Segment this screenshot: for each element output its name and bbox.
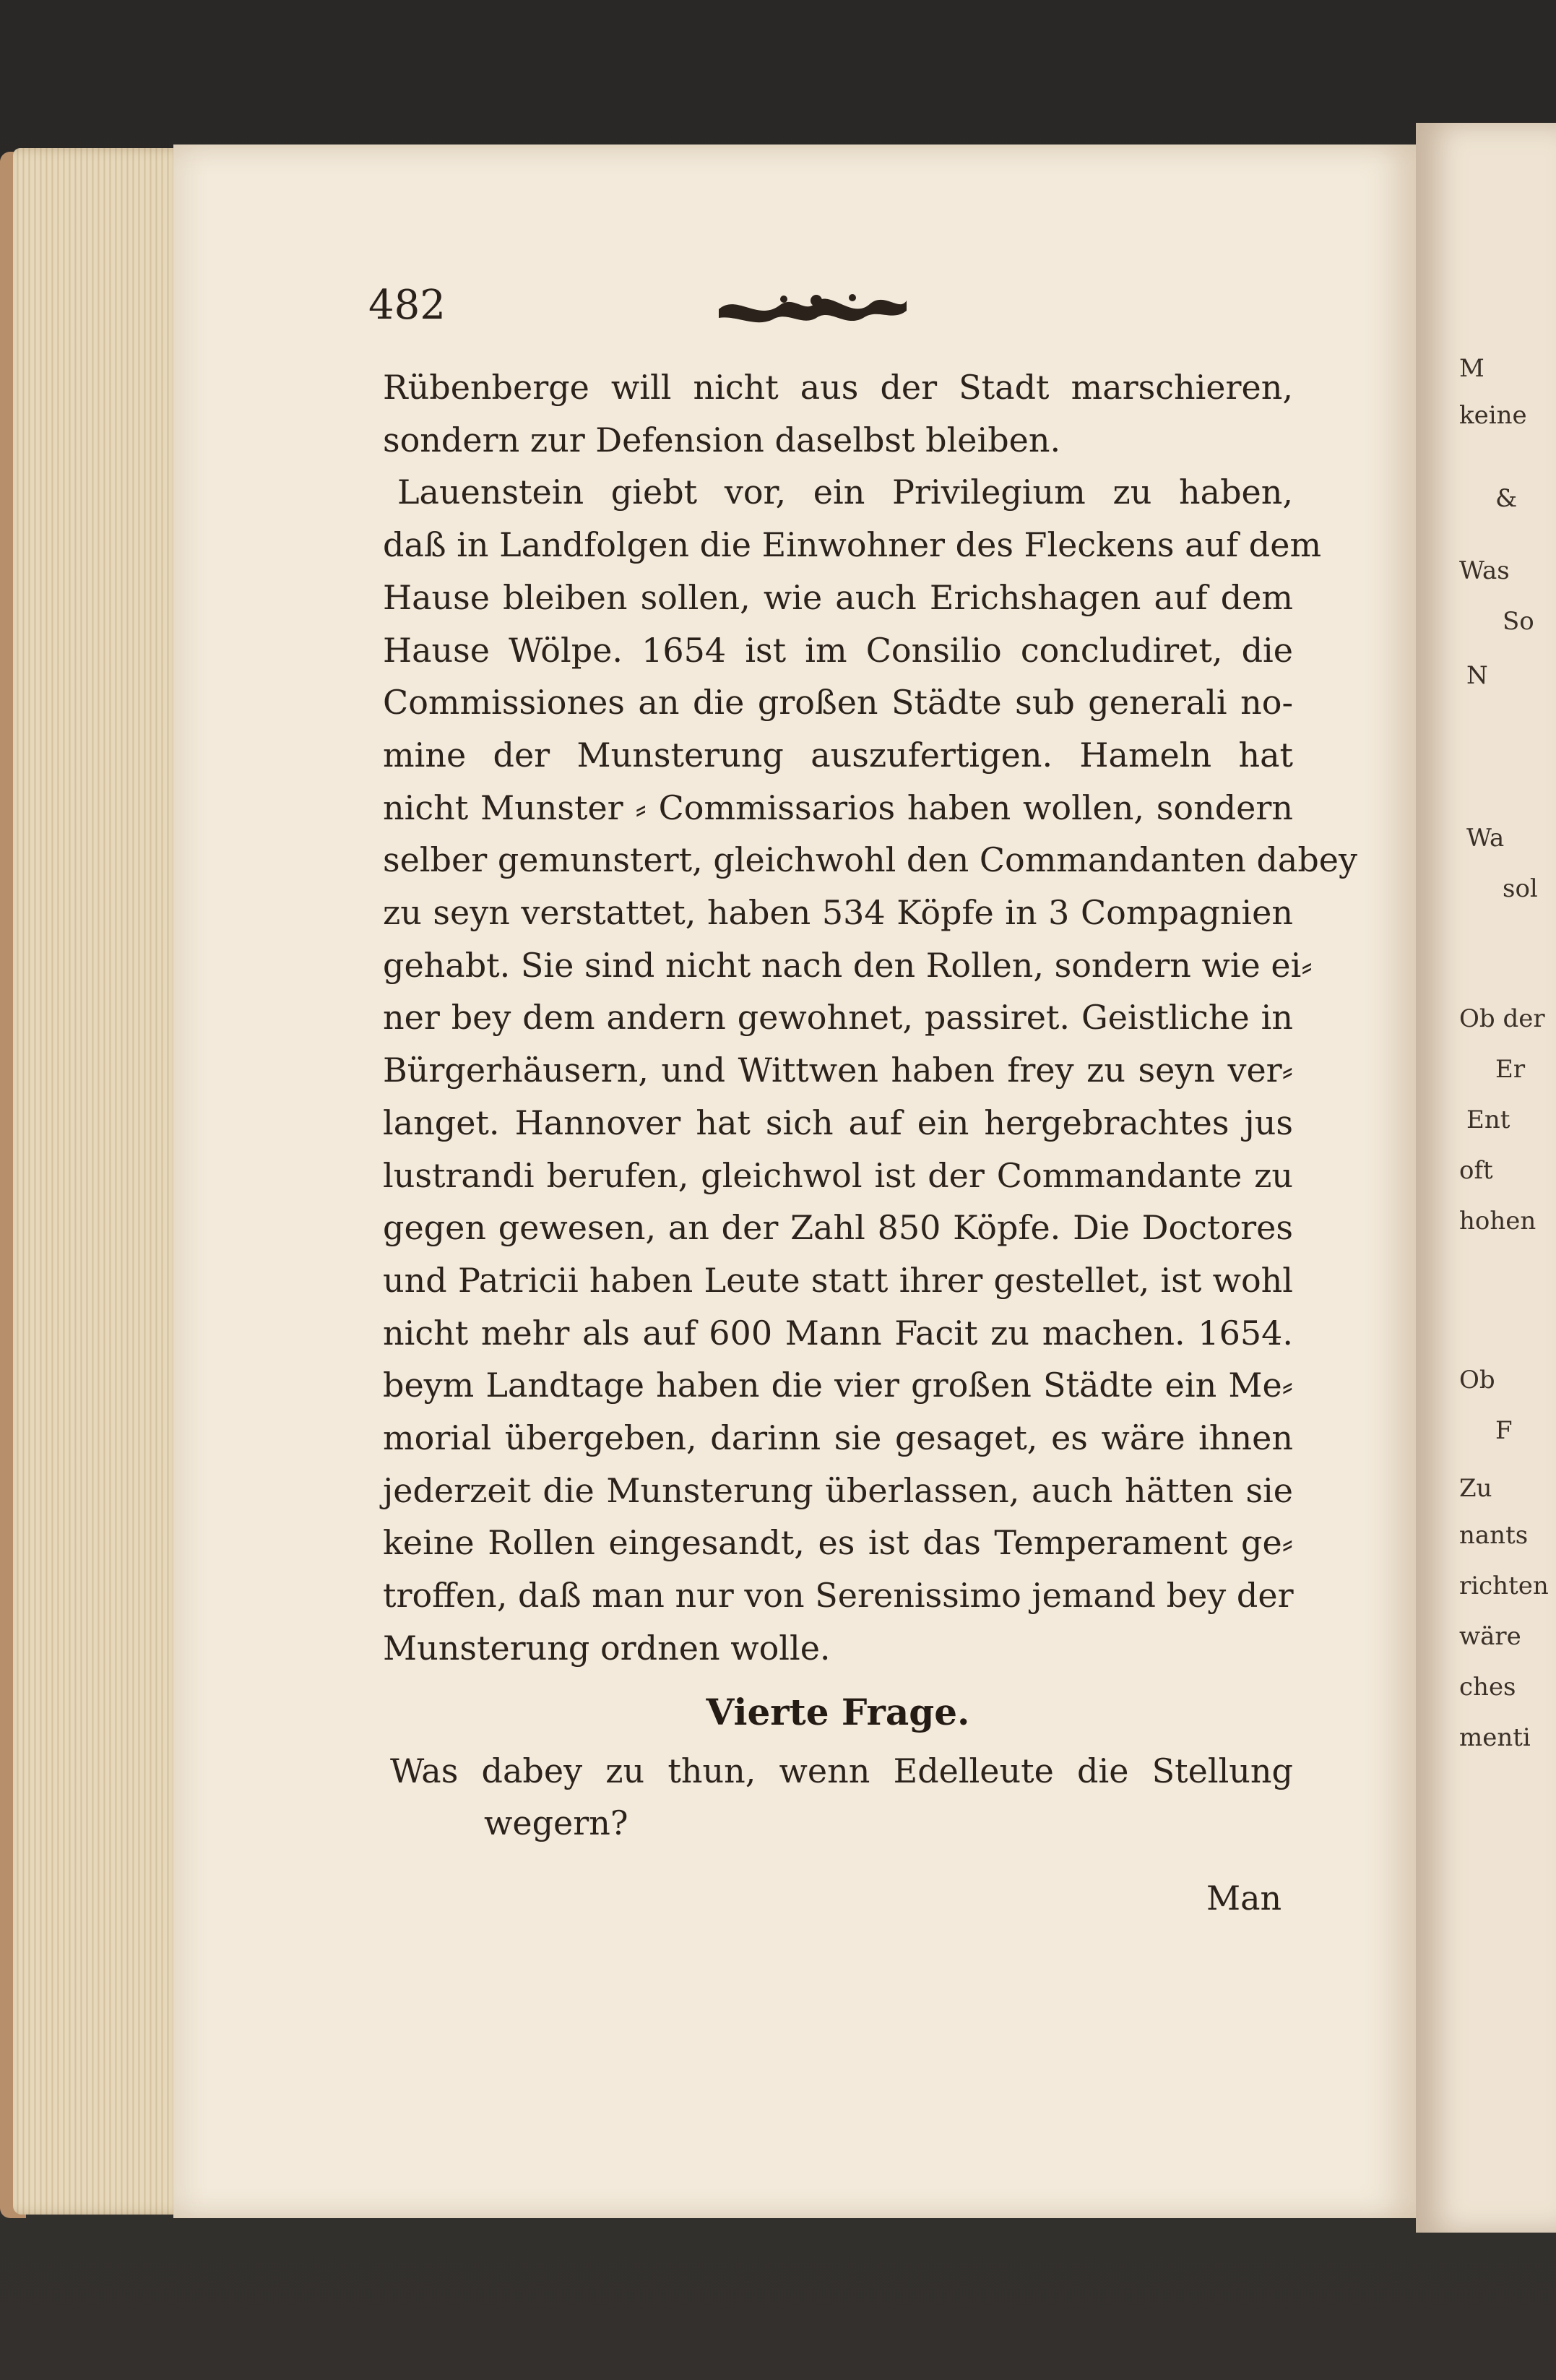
text-line: morial übergeben, darinn sie gesaget, es wäre ihnen (383, 1418, 1293, 1458)
facing-fragment: keine (1459, 401, 1527, 430)
question-line: Was dabey zu thun, wenn Edelleute die Stellung (390, 1751, 1293, 1790)
facing-fragment: N (1466, 661, 1488, 690)
text-line: sondern zur Defension daselbst bleiben. (383, 420, 1061, 460)
facing-fragment: hohen (1459, 1207, 1536, 1236)
ornament-vignette (715, 286, 910, 329)
facing-page-strip (1416, 123, 1556, 2233)
facing-fragment: Was (1459, 556, 1510, 585)
text-line: nicht Munster ⸗ Commissarios haben wollen, sondern (383, 788, 1293, 827)
text-line: lustrandi berufen, gleichwol ist der Commandante zu (383, 1155, 1293, 1195)
facing-fragment: Er (1495, 1055, 1526, 1084)
facing-fragment: ches (1459, 1673, 1516, 1702)
facing-fragment: Ent (1466, 1105, 1510, 1134)
facing-fragment: Ob der (1459, 1004, 1545, 1033)
facing-fragment: nants (1459, 1521, 1529, 1550)
facing-fragment: M (1459, 354, 1484, 383)
facing-fragment: wäre (1459, 1622, 1521, 1651)
text-line: Hause bleiben sollen, wie auch Erichshagen auf dem (383, 577, 1293, 617)
text-line: langet. Hannover hat sich auf ein hergebrachtes jus (383, 1103, 1293, 1142)
text-line: ner bey dem andern gewohnet, passiret. Geistliche in (383, 998, 1293, 1038)
page-edges (13, 148, 186, 2215)
facing-fragment: sol (1503, 874, 1538, 903)
facing-fragment: oft (1459, 1156, 1493, 1185)
facing-fragment: menti (1459, 1723, 1531, 1752)
body-text (383, 361, 1357, 1850)
text-line: gehabt. Sie sind nicht nach den Rollen, sondern wie ei⸗ (383, 945, 1313, 985)
facing-fragment: Zu (1459, 1474, 1492, 1503)
text-line: Bürgerhäusern, und Wittwen haben frey zu seyn ver⸗ (383, 1051, 1293, 1090)
text-line: zu seyn verstattet, haben 534 Köpfe in 3 Compagnien (383, 893, 1293, 933)
facing-fragment: Ob (1459, 1366, 1495, 1394)
text-line: jederzeit die Munsterung überlassen, auch hätten sie (383, 1470, 1293, 1510)
facing-fragment: F (1495, 1416, 1513, 1445)
text-line: selber gemunstert, gleichwohl den Commandanten dabey (383, 840, 1357, 880)
text-line: Hause Wölpe. 1654 ist im Consilio concludiret, die (383, 630, 1293, 670)
text-line: Commissiones an die großen Städte sub generali no- (383, 683, 1293, 723)
text-line: Munsterung ordnen wolle. (383, 1628, 831, 1668)
facing-fragment: richten (1459, 1571, 1549, 1600)
text-line: beym Landtage haben die vier großen Städte ein Me⸗ (383, 1366, 1293, 1405)
text-line: Rübenberge will nicht aus der Stadt marschieren, (383, 368, 1293, 407)
catchword: Man (1206, 1879, 1282, 1918)
facing-fragment: So (1503, 607, 1534, 636)
text-line: nicht mehr als auf 600 Mann Facit zu machen. 1654. (383, 1313, 1293, 1353)
text-line: troffen, daß man nur von Serenissimo jemand bey der (383, 1576, 1294, 1616)
page-number: 482 (368, 282, 446, 329)
text-line: Lauenstein giebt vor, ein Privilegium zu haben, (397, 473, 1293, 512)
page-header (368, 282, 1308, 340)
facing-fragment: Wa (1466, 824, 1505, 853)
text-line: und Patricii haben Leute statt ihrer gestellet, ist wohl (383, 1260, 1293, 1300)
text-line: daß in Landfolgen die Einwohner des Fleckens auf dem (383, 525, 1322, 565)
text-line: keine Rollen eingesandt, es ist das Temperament ge⸗ (383, 1523, 1293, 1563)
question-line: wegern? (484, 1803, 628, 1843)
text-line: mine der Munsterung auszufertigen. Hameln hat (383, 735, 1293, 775)
section-heading: Vierte Frage. (706, 1690, 970, 1733)
facing-fragment: & (1495, 484, 1518, 513)
text-line: gegen gewesen, an der Zahl 850 Köpfe. Die Doctores (383, 1208, 1293, 1248)
